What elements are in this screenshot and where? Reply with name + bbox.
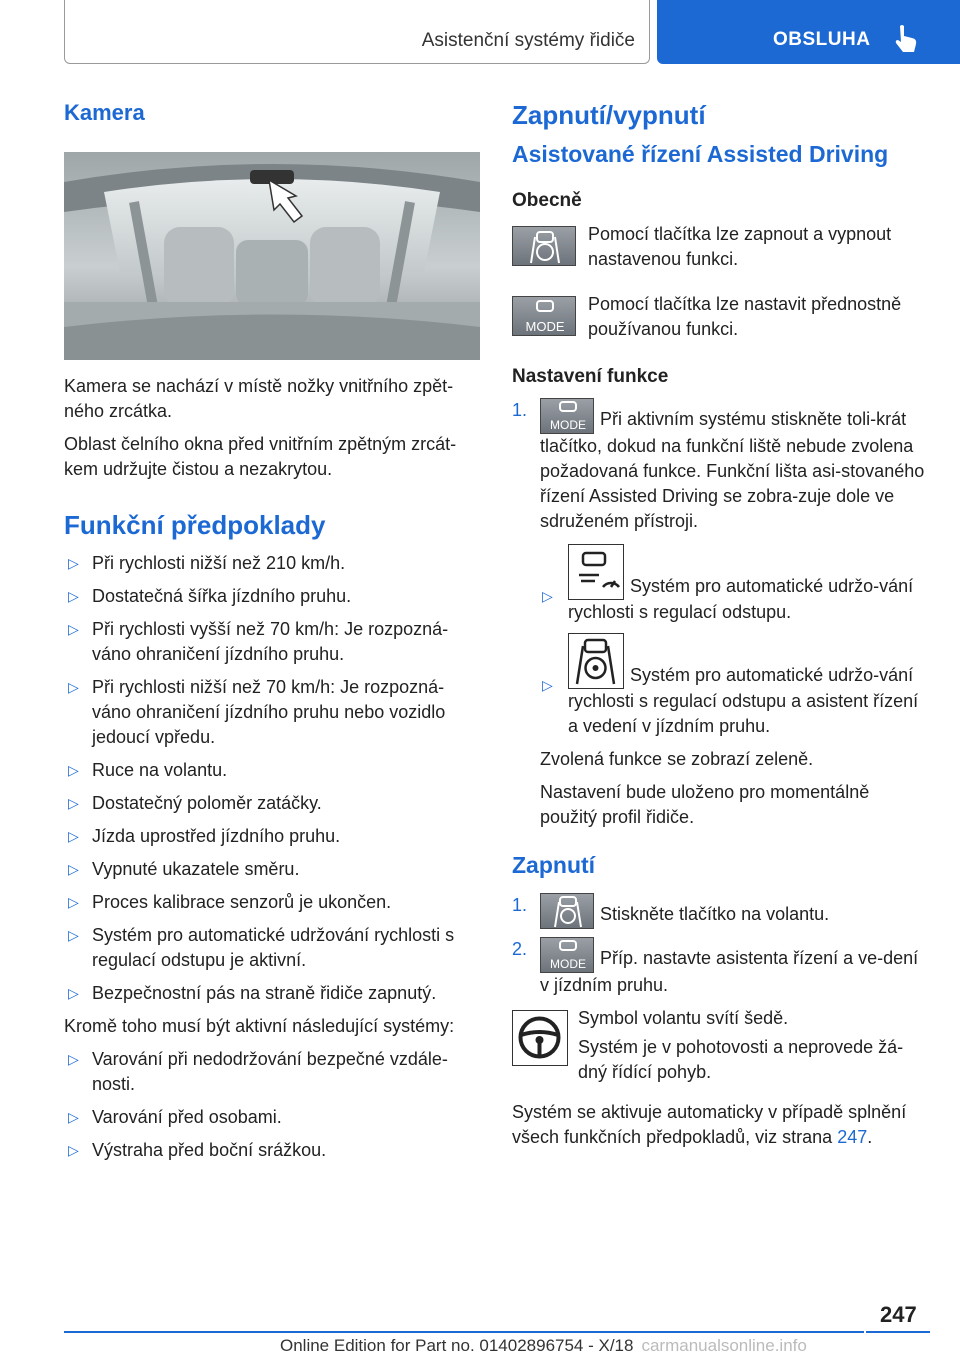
wheel-text-2: Systém je v pohotovosti a neprovede žá-dný řídící pohyb. <box>578 1037 904 1082</box>
list-item: ▷ Systém pro automatické udržo-vání rychlosti s regulací odstupu. <box>540 544 928 625</box>
camera-text-2: Oblast čelního okna před vnitřním zpětným zrcát-kem udržujte čistou a nezakrytou. <box>64 434 457 479</box>
triangle-bullet-icon: ▷ <box>68 927 79 943</box>
header-chapter-box <box>64 0 650 64</box>
left-column <box>64 100 480 1171</box>
camera-heading: Kamera <box>64 100 145 125</box>
list-item: ▷ Jízda uprostřed jízdního pruhu. <box>64 824 480 849</box>
general-row-2 <box>512 292 928 348</box>
selected-green-text: Zvolená funkce se zobrazí zeleně. <box>540 749 814 769</box>
triangle-bullet-icon: ▷ <box>68 588 79 604</box>
list-item: 1. Stiskněte tlačítko na volantu. <box>512 893 928 929</box>
list-item: ▷ Vypnuté ukazatele směru. <box>64 857 480 882</box>
list-item: ▷ Při rychlosti nižší než 210 km/h. <box>64 551 480 576</box>
mode-button-icon <box>540 937 594 973</box>
hand-pointer-icon <box>893 24 919 54</box>
triangle-bullet-icon: ▷ <box>542 588 553 604</box>
function-setting-heading: Nastavení funkce <box>512 366 669 387</box>
svg-text:MODE: MODE <box>550 418 586 432</box>
camera-text-1: Kamera se nachází v místě nožky vnitřního zpět-ného zrcátka. <box>64 376 454 421</box>
chapter-title: Asistenční systémy řidiče <box>421 30 635 51</box>
list-item: ▷ Proces kalibrace senzorů je ukončen. <box>64 890 480 915</box>
steering-wheel-row <box>512 1006 928 1086</box>
list-item: ▷ Systém pro automatické udržování rychlosti s regulací odstupu je aktivní. <box>68 925 455 970</box>
list-item: ▷ Varování při nedodržování bezpečné vzdále-nosti. <box>68 1049 448 1094</box>
saved-profile-text: Nastavení bude uloženo pro momentálně použitý profil řidiče. <box>540 782 870 827</box>
triangle-bullet-icon: ▷ <box>68 1109 79 1125</box>
page-link[interactable]: 247 <box>837 1127 868 1147</box>
list-item: ▷ Varování před osobami. <box>64 1105 480 1130</box>
general-row-1 <box>512 222 928 278</box>
triangle-bullet-icon: ▷ <box>68 679 79 695</box>
list-item: ▷ Bezpečnostní pás na straně řidiče zapnutý. <box>64 981 480 1006</box>
triangle-bullet-icon: ▷ <box>68 861 79 877</box>
mode-button-icon <box>512 296 576 336</box>
function-setting-steps <box>512 398 928 739</box>
footer-divider <box>64 1331 864 1333</box>
function-bar-options <box>540 544 928 739</box>
triangle-bullet-icon: ▷ <box>68 762 79 778</box>
steering-assist-button-icon <box>540 893 594 929</box>
list-item: ▷ Dostatečný poloměr zatáčky. <box>64 791 480 816</box>
cruise-control-distance-icon <box>568 544 624 600</box>
general-text-1: Pomocí tlačítka lze zapnout a vypnout nastavenou funkci. <box>588 224 892 269</box>
prerequisites-heading: Funkční předpoklady <box>64 510 326 540</box>
auto-activation-text: Systém se aktivuje automaticky v případě splnění všech funkčních předpokladů, viz strana 247. <box>512 1102 907 1147</box>
switch-on-heading: Zapnutí <box>512 852 596 878</box>
triangle-bullet-icon: ▷ <box>542 677 553 693</box>
list-item: 1. MODE Při aktivním systému stiskněte toli-krát tlačítko, dokud na funkční liště nebude zvolena požadovaná funkce. Funkční lišta asi-stovaného řízení Assisted Driving se zobra-zuje dole ve sdruženém přístroji. ▷ Systém pro automatické udržo-vání rychlosti s regulací odstupu. ▷ Systém pro automatické udržo-vání rychlosti s regulací odstupu a asistent řízení a vedení v jízdním pruhu. <box>512 398 928 739</box>
additional-systems-text: Kromě toho musí být aktivní následující systémy: <box>64 1016 455 1036</box>
svg-text:MODE: MODE <box>550 957 586 971</box>
triangle-bullet-icon: ▷ <box>68 555 79 571</box>
steering-wheel-icon <box>512 1010 568 1066</box>
list-item: ▷ Ruce na volantu. <box>64 758 480 783</box>
list-item: ▷ Při rychlosti vyšší než 70 km/h: Je rozpozná-váno ohraničení jízdního pruhu. <box>68 619 449 664</box>
camera-photo <box>64 152 480 360</box>
watermark: carmanualsonline.info <box>641 1336 807 1355</box>
mode-button-icon <box>540 398 594 434</box>
list-item: ▷ Systém pro automatické udržo-vání rychlosti s regulací odstupu a asistent řízení a vedení v jízdním pruhu. <box>540 633 928 739</box>
footer-edition: Online Edition for Part no. 01402896754 - X/18 carmanualsonline.info <box>280 1336 807 1355</box>
section-tab[interactable] <box>657 0 960 64</box>
triangle-bullet-icon: ▷ <box>68 828 79 844</box>
list-item: ▷ Dostatečná šířka jízdního pruhu. <box>64 584 480 609</box>
switch-on-steps <box>512 893 928 998</box>
general-heading: Obecně <box>512 190 582 211</box>
triangle-bullet-icon: ▷ <box>68 1051 79 1067</box>
page-number: 247 <box>880 1302 917 1327</box>
footer-divider <box>866 1331 930 1333</box>
triangle-bullet-icon: ▷ <box>68 795 79 811</box>
list-item: 2. MODE Příp. nastavte asistenta řízení a ve-dení v jízdním pruhu. <box>512 939 919 995</box>
triangle-bullet-icon: ▷ <box>68 1142 79 1158</box>
triangle-bullet-icon: ▷ <box>68 621 79 637</box>
additional-systems-list <box>64 1047 480 1163</box>
prerequisites-list <box>64 551 480 1006</box>
general-text-2: Pomocí tlačítka lze nastavit přednostně používanou funkci. <box>588 294 902 339</box>
section-tab-label: OBSLUHA <box>773 29 871 50</box>
steering-assist-button-icon <box>512 226 576 266</box>
right-column <box>512 100 928 1158</box>
triangle-bullet-icon: ▷ <box>68 985 79 1001</box>
wheel-text-1: Symbol volantu svítí šedě. <box>578 1008 789 1028</box>
list-item: ▷ Při rychlosti nižší než 70 km/h: Je rozpozná-váno ohraničení jízdního pruhu nebo vozidlo jedoucí vpředu. <box>68 677 446 747</box>
onoff-heading: Zapnutí/vypnutí <box>512 100 706 130</box>
triangle-bullet-icon: ▷ <box>68 894 79 910</box>
list-item: ▷ Výstraha před boční srážkou. <box>64 1138 480 1163</box>
svg-text:MODE: MODE <box>525 319 565 334</box>
cruise-steering-assist-icon <box>568 633 624 689</box>
assisted-driving-heading: Asistované řízení Assisted Driving <box>512 141 889 167</box>
